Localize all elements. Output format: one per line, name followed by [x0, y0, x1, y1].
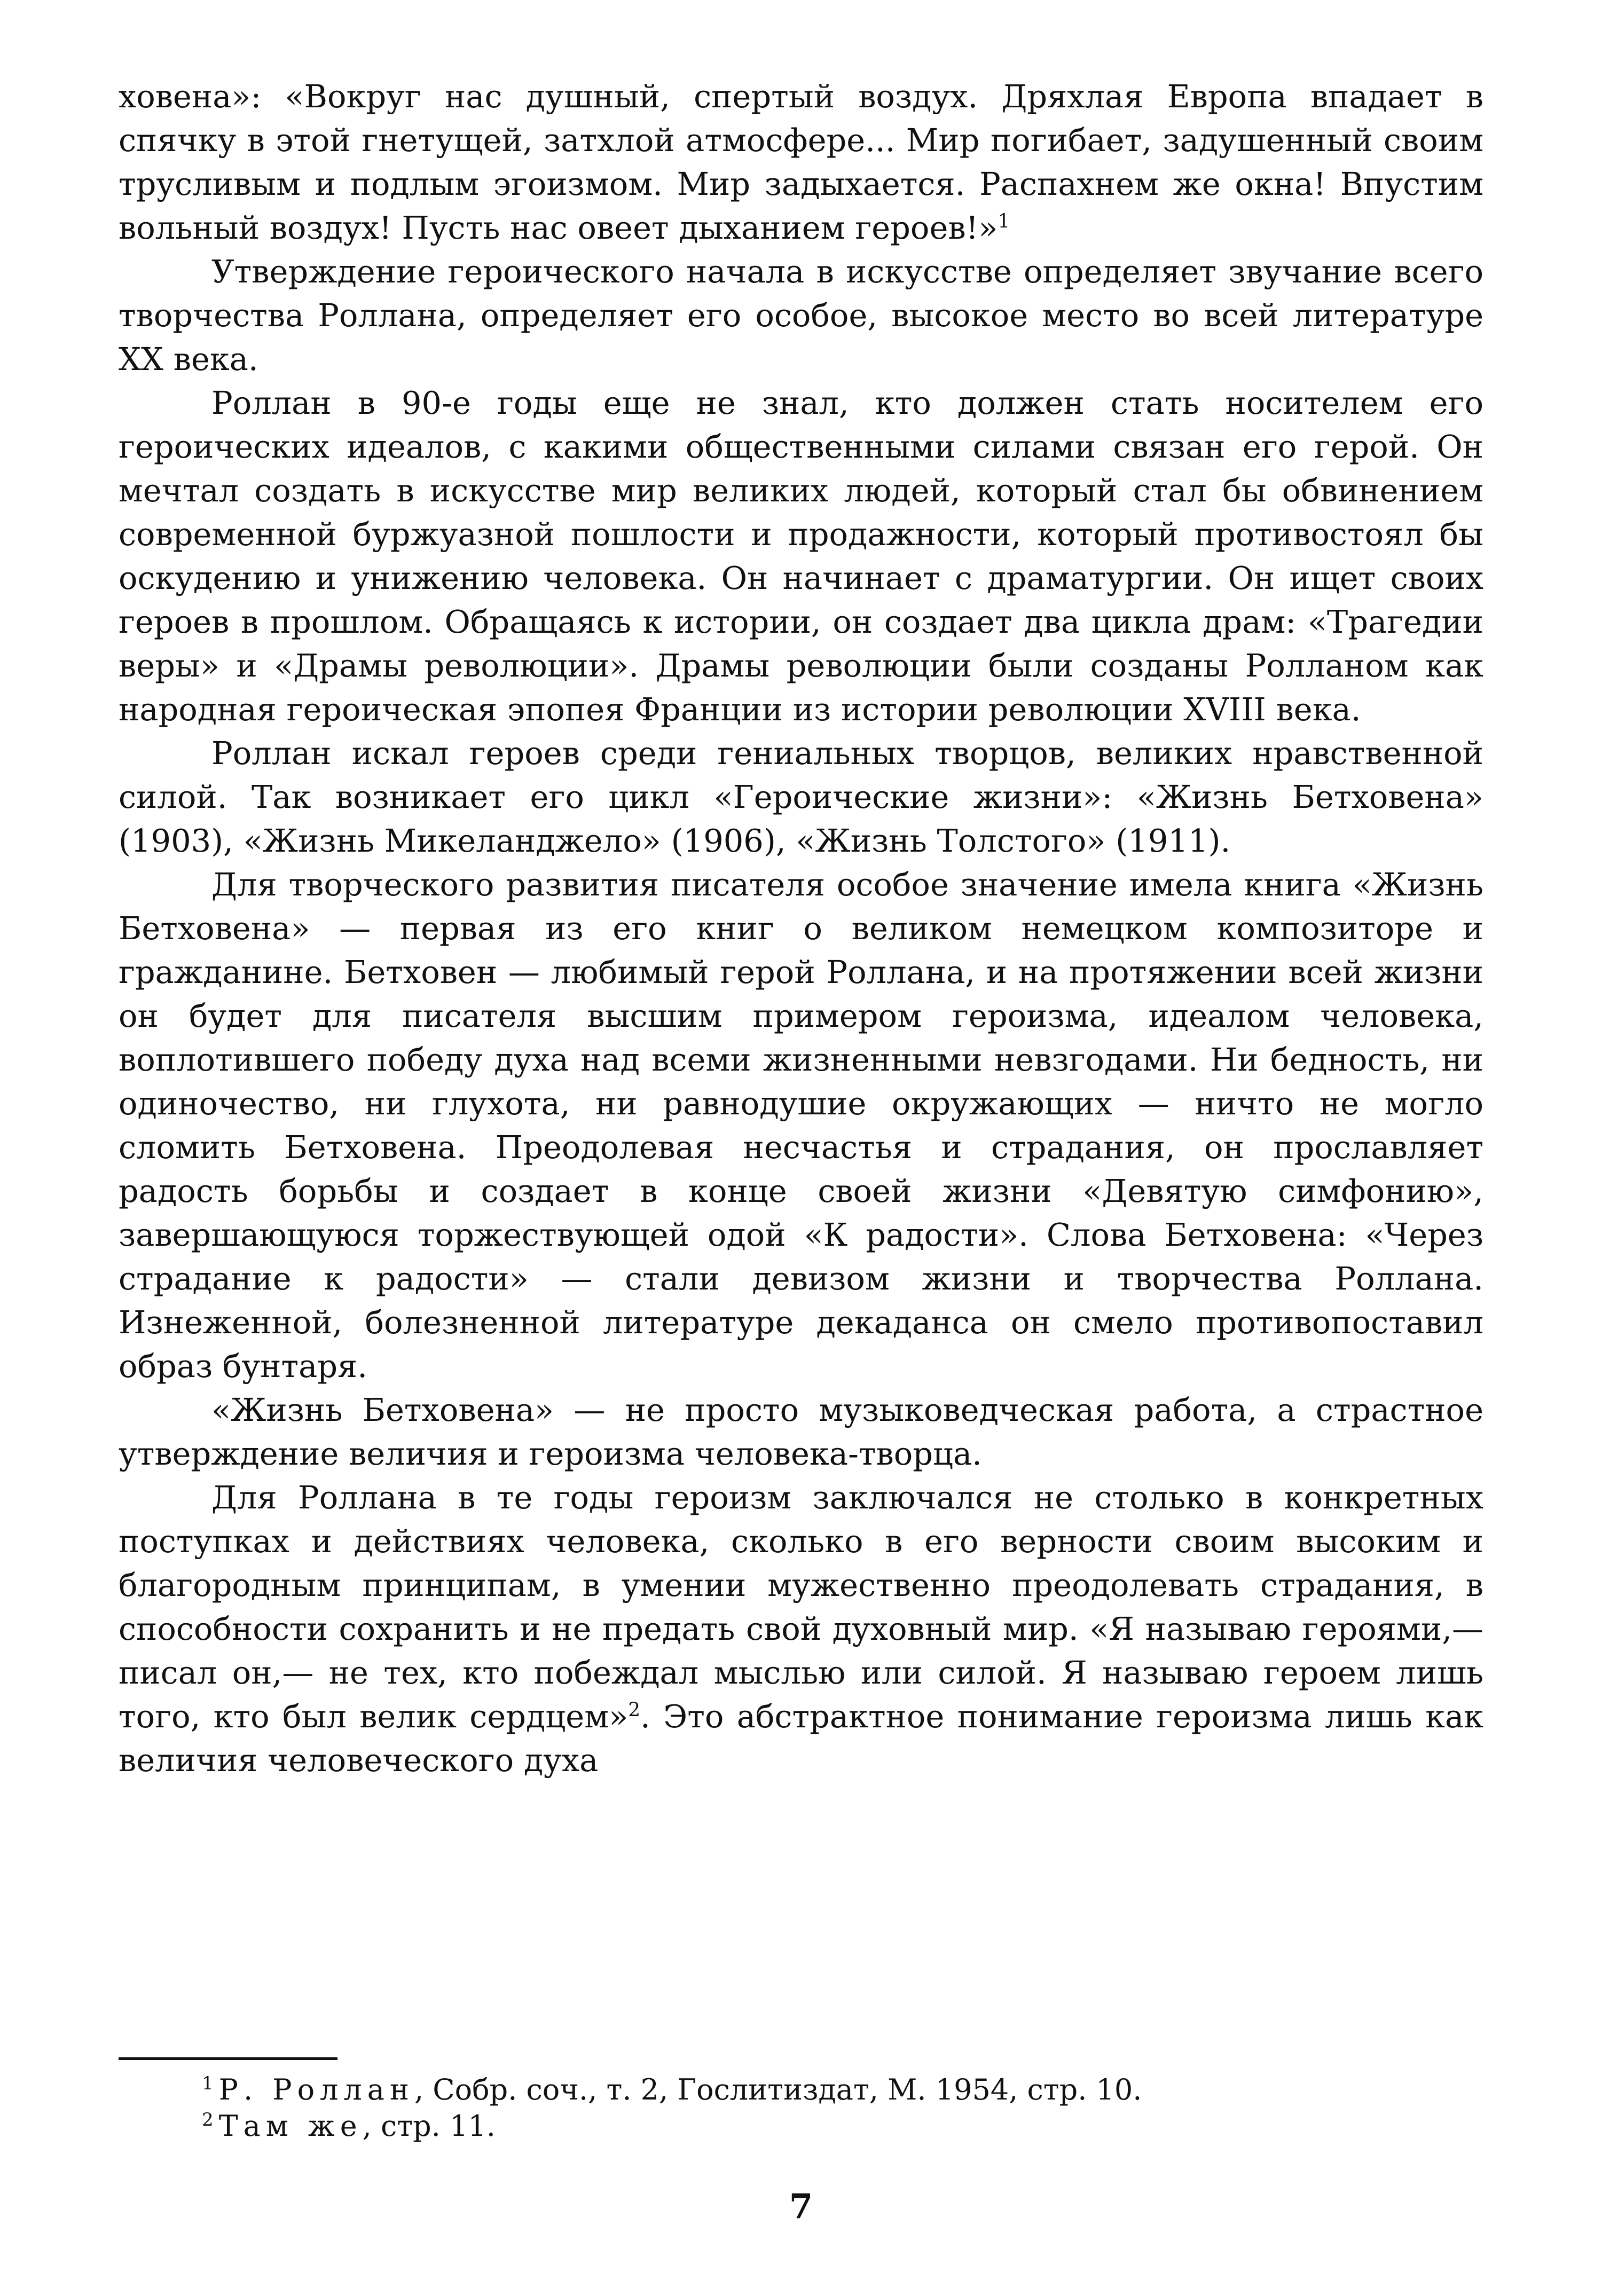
footnote-reference: 2 [628, 1699, 641, 1721]
paragraph [119, 1476, 1483, 1782]
paragraph-text: Для Роллана в те годы героизм заключался не столько в конкретных поступках и действиях человека, сколько в его верности своим высоким и благородным принципам, в умении мужественно преодолевать страдания, в способности сохранить и не предать свой духовный мир. «Я называю героями,— писал он,— не тех, кто побеждал мыслью или силой. Я называю героем лишь того, кто был велик сердцем» [119, 1479, 1483, 1735]
footnote [202, 2072, 1483, 2108]
footnote-text: , Собр. соч., т. 2, Гослитиздат, М. 1954, стр. 10. [414, 2073, 1142, 2106]
paragraph [119, 250, 1483, 381]
paragraph-text: «Жизнь Бетховена» — не просто музыковедческая работа, а страстное утверждение величия и героизма человека-творца. [119, 1391, 1483, 1472]
paragraph [119, 732, 1483, 863]
footnote-number: 2 [202, 2109, 214, 2130]
paragraph-text: Роллан в 90-е годы еще не знал, кто должен стать носителем его героических идеалов, с какими общественными силами связан его герой. Он мечтал создать в искусстве мир великих людей, который стал бы обвинением современной буржуазной пошлости и продажности, который противостоял бы оскудению и унижению человека. Он начинает с драматургии. Он ищет своих героев в прошлом. Обращаясь к истории, он создает два цикла драм: «Трагедии веры» и «Драмы революции». Драмы революции были созданы Ролланом как народная героическая эпопея Франции из истории революции XVIII века. [119, 384, 1483, 728]
footnote-number: 1 [202, 2073, 214, 2094]
paragraph [119, 381, 1483, 732]
paragraph [119, 863, 1483, 1388]
paragraph-text: Для творческого развития писателя особое значение имела книга «Жизнь Бетховена» — первая из его книг о великом немецком композиторе и гражданине. Бетховен — любимый герой Роллана, и на протяжении всей жизни он будет для писателя высшим примером героизма, идеалом человека, воплотившего победу духа над всеми жизненными невзгодами. Ни бедность, ни одиночество, ни глухота, ни равнодушие окружающих — ничто не могло сломить Бетховена. Преодолевая несчастья и страдания, он прославляет радость борьбы и создает в конце своей жизни «Девятую симфонию», завершающуюся торжествующей одой «К радости». Слова Бетховена: «Через страдание к радости» — стали девизом жизни и творчества Роллана. Изнеженной, болезненной литературе декаданса он смело противопоставил образ бунтаря. [119, 866, 1483, 1385]
paragraph-text: Роллан искал героев среди гениальных творцов, великих нравственной силой. Так возникает его цикл «Героические жизни»: «Жизнь Бетховена» (1903), «Жизнь Микеланджело» (1906), «Жизнь Толстого» (1911). [119, 735, 1483, 859]
paragraph [119, 75, 1483, 250]
footnote [202, 2108, 1483, 2144]
paragraph [119, 1388, 1483, 1476]
paragraph-text: ховена»: «Вокруг нас душный, спертый воздух. Дряхлая Европа впадает в спячку в этой гнетущей, затхлой атмосфере... Мир погибает, задушенный своим трусливым и подлым эгоизмом. Мир задыхается. Распахнем же окна! Впустим вольный воздух! Пусть нас овеет дыханием героев!» [119, 78, 1483, 246]
footnote-author: Там же [218, 2109, 363, 2143]
main-text-column [119, 75, 1483, 1782]
footnote-divider [119, 2057, 337, 2060]
body-text [119, 75, 1483, 1782]
page-number: 7 [789, 2187, 813, 2227]
paragraph-text: . Это абстрактное понимание героизма лишь как величия человеческого духа [119, 1698, 1483, 1779]
paragraph-text: Утверждение героического начала в искусстве определяет звучание всего творчества Роллана, определяет его особое, высокое место во всей литературе XX века. [119, 253, 1483, 378]
footnote-author: Р. Роллан [218, 2073, 414, 2106]
footnote-reference: 1 [998, 210, 1010, 233]
footnotes [202, 2072, 1483, 2144]
footnote-text: , стр. 11. [362, 2109, 496, 2143]
